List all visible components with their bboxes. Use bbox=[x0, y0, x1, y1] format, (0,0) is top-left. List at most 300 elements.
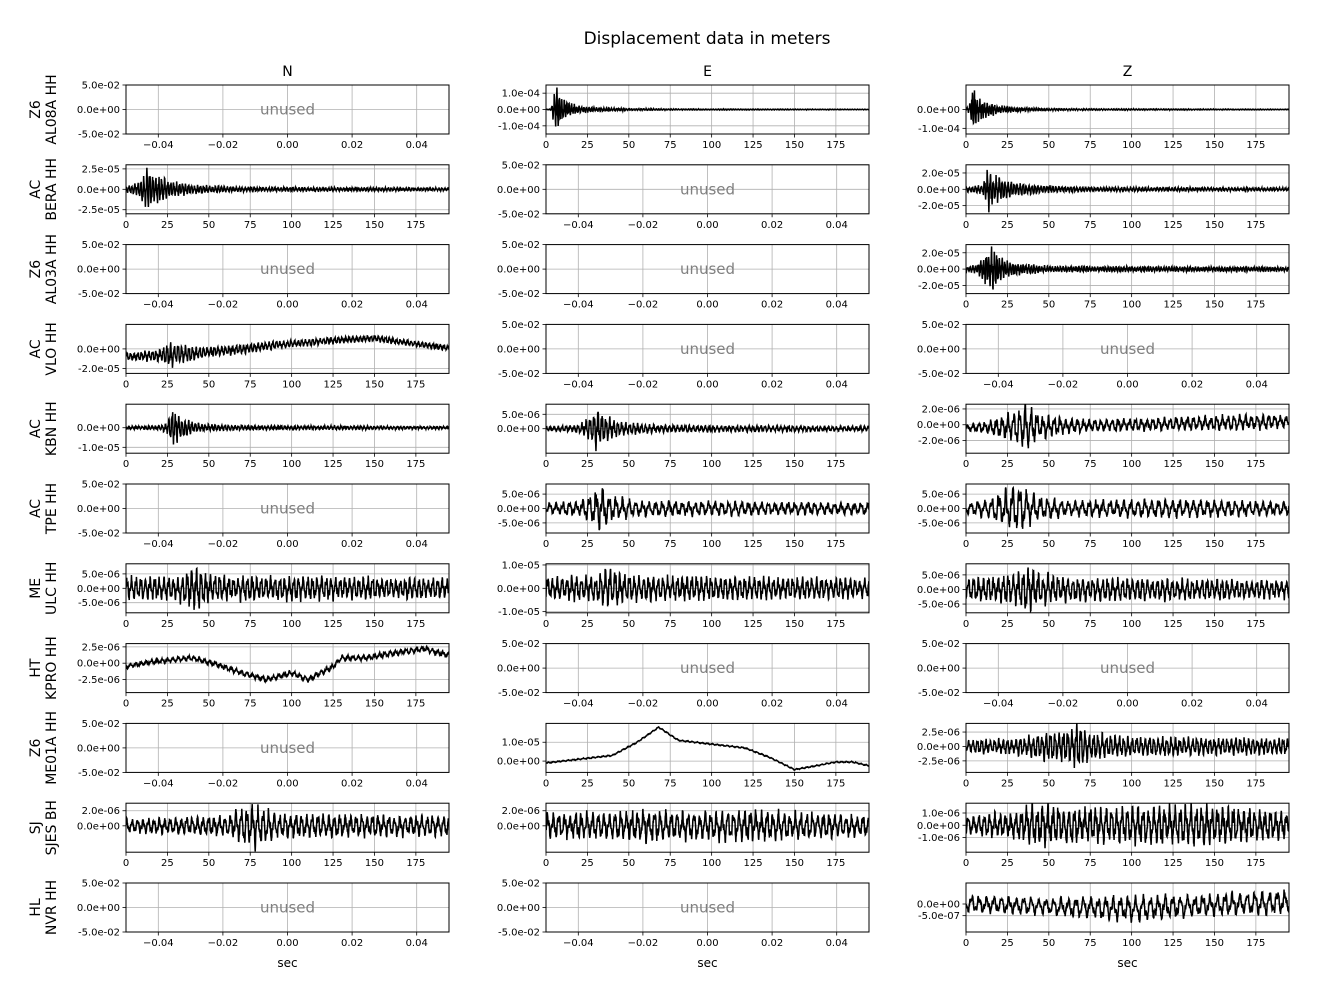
x-tick-label: 25 bbox=[581, 618, 594, 630]
x-tick-label: 0.04 bbox=[405, 778, 428, 790]
x-tick-label: 150 bbox=[364, 858, 385, 870]
row-label-station: TPE HH bbox=[44, 482, 60, 535]
x-tick-label: 75 bbox=[1083, 459, 1097, 471]
x-tick-label: −0.02 bbox=[627, 938, 659, 949]
x-tick-label: 175 bbox=[1246, 858, 1266, 870]
row-label-network: Z6 bbox=[28, 259, 44, 279]
x-tick-label: 50 bbox=[202, 459, 216, 471]
x-tick-label: 50 bbox=[1042, 299, 1056, 311]
x-tick-label: 50 bbox=[1042, 459, 1056, 471]
x-tick-label: 0.00 bbox=[696, 299, 719, 311]
x-tick-label: 100 bbox=[1122, 299, 1142, 311]
unused-label: unused bbox=[259, 898, 316, 917]
x-tick-label: 0 bbox=[962, 858, 970, 870]
x-tick-label: −0.02 bbox=[627, 698, 659, 710]
x-tick-label: 150 bbox=[364, 618, 385, 630]
x-tick-label: 50 bbox=[622, 140, 636, 151]
x-tick-label: 25 bbox=[161, 459, 174, 471]
y-tick-label: 0.0e+00 bbox=[76, 903, 120, 914]
x-tick-label: 75 bbox=[663, 539, 677, 550]
x-tick-label: 25 bbox=[161, 379, 174, 391]
x-tick-label: 125 bbox=[323, 459, 343, 471]
x-tick-label: 0.00 bbox=[276, 938, 299, 949]
x-tick-label: 75 bbox=[1083, 299, 1097, 311]
x-tick-label: 25 bbox=[581, 858, 594, 870]
y-tick-label: 0.0e+00 bbox=[496, 504, 540, 515]
y-tick-label: -5.0e-02 bbox=[498, 927, 540, 939]
x-tick-label: 0 bbox=[962, 539, 970, 550]
x-tick-label: 150 bbox=[1204, 539, 1225, 550]
y-tick-label: 5.0e-02 bbox=[81, 240, 120, 252]
x-tick-label: 25 bbox=[581, 140, 594, 151]
x-tick-label: 0 bbox=[542, 459, 550, 471]
y-tick-label: -5.0e-02 bbox=[918, 688, 960, 700]
x-tick-label: 150 bbox=[364, 459, 385, 471]
column-header-e: E bbox=[703, 64, 712, 80]
x-tick-label: 175 bbox=[406, 618, 426, 630]
y-tick-label: 0.0e+00 bbox=[496, 264, 540, 276]
unused-label: unused bbox=[679, 898, 736, 917]
x-tick-label: 0 bbox=[122, 459, 130, 471]
y-tick-label: -5.0e-07 bbox=[918, 911, 960, 923]
y-tick-label: 0.0e+00 bbox=[76, 583, 120, 595]
column-header-z: Z bbox=[1122, 64, 1133, 80]
x-tick-label: 125 bbox=[323, 379, 343, 391]
y-tick-label: -1.0e-04 bbox=[498, 121, 540, 133]
unused-label: unused bbox=[259, 499, 316, 518]
x-tick-label: −0.04 bbox=[142, 539, 174, 550]
y-tick-label: 0.0e+00 bbox=[496, 663, 540, 675]
x-tick-label: −0.04 bbox=[142, 778, 174, 790]
x-tick-label: 100 bbox=[1122, 858, 1142, 870]
x-tick-label: 100 bbox=[1122, 459, 1142, 471]
row-label-station: KBN HH bbox=[44, 401, 60, 457]
x-tick-label: 175 bbox=[406, 698, 426, 710]
row-label-network: AC bbox=[28, 179, 44, 199]
x-tick-label: 125 bbox=[1163, 219, 1183, 231]
x-tick-label: 100 bbox=[282, 618, 302, 630]
x-tick-label: 150 bbox=[1204, 858, 1225, 870]
x-tick-label: 175 bbox=[826, 140, 846, 151]
x-tick-label: −0.04 bbox=[562, 219, 594, 231]
x-tick-label: 125 bbox=[743, 858, 763, 870]
x-tick-label: 0.02 bbox=[1180, 698, 1204, 710]
y-tick-label: 1.0e-06 bbox=[921, 808, 960, 820]
y-tick-label: 1.0e-05 bbox=[501, 560, 540, 572]
x-tick-label: 25 bbox=[1001, 938, 1014, 949]
unused-label: unused bbox=[1099, 339, 1156, 358]
x-tick-label: 0.00 bbox=[276, 778, 299, 790]
y-tick-label: 5.0e-02 bbox=[501, 878, 540, 890]
x-tick-label: −0.04 bbox=[562, 379, 594, 391]
x-tick-label: 125 bbox=[1163, 858, 1183, 870]
y-tick-label: 0.0e+00 bbox=[496, 756, 540, 768]
row-label-station: BERA HH bbox=[44, 157, 60, 221]
x-tick-label: −0.02 bbox=[207, 938, 239, 949]
y-tick-label: 0.0e+00 bbox=[916, 504, 960, 515]
y-tick-label: 0.0e+00 bbox=[916, 420, 960, 432]
unused-label: unused bbox=[259, 260, 316, 279]
x-tick-label: 75 bbox=[243, 698, 257, 710]
x-tick-label: 150 bbox=[784, 539, 805, 550]
x-tick-label: 125 bbox=[1163, 459, 1183, 471]
x-tick-label: 125 bbox=[743, 459, 763, 471]
y-tick-label: 5.0e-02 bbox=[81, 718, 120, 730]
x-tick-label: 0 bbox=[122, 379, 130, 391]
x-tick-label: 150 bbox=[784, 140, 805, 151]
y-tick-label: 0.0e+00 bbox=[496, 105, 540, 116]
x-tick-label: 100 bbox=[282, 858, 302, 870]
x-tick-label: 0.00 bbox=[276, 140, 299, 151]
x-tick-label: −0.02 bbox=[627, 299, 659, 311]
x-tick-label: 175 bbox=[826, 778, 846, 790]
x-tick-label: 0.02 bbox=[760, 698, 784, 710]
y-tick-label: 0.0e+00 bbox=[496, 424, 540, 436]
x-tick-label: 0.04 bbox=[1245, 698, 1268, 710]
x-tick-label: 75 bbox=[243, 379, 257, 391]
y-tick-label: -2.5e-05 bbox=[78, 205, 120, 217]
y-tick-label: -5.0e-02 bbox=[498, 209, 540, 221]
y-tick-label: 5.0e-06 bbox=[921, 570, 960, 582]
x-tick-label: 150 bbox=[1204, 299, 1225, 311]
x-tick-label: 25 bbox=[161, 219, 174, 231]
y-tick-label: 5.0e-02 bbox=[501, 319, 540, 331]
x-tick-label: 50 bbox=[202, 618, 216, 630]
x-tick-label: 50 bbox=[1042, 618, 1056, 630]
x-tick-label: 100 bbox=[702, 459, 722, 471]
x-tick-label: 25 bbox=[581, 539, 594, 550]
x-tick-label: −0.04 bbox=[562, 938, 594, 949]
y-tick-label: -5.0e-02 bbox=[918, 368, 960, 380]
x-tick-label: 100 bbox=[1122, 219, 1142, 231]
x-tick-label: 75 bbox=[243, 858, 257, 870]
y-tick-label: 0.0e+00 bbox=[916, 741, 960, 753]
x-tick-label: 50 bbox=[1042, 858, 1056, 870]
x-tick-label: 0.02 bbox=[760, 379, 784, 391]
x-tick-label: 25 bbox=[1001, 219, 1014, 231]
x-tick-label: 100 bbox=[1122, 778, 1142, 790]
y-tick-label: -5.0e-06 bbox=[498, 518, 540, 530]
x-tick-label: 0 bbox=[122, 858, 130, 870]
y-tick-label: -5.0e-06 bbox=[78, 598, 120, 610]
unused-label: unused bbox=[679, 659, 736, 678]
x-tick-label: 0 bbox=[542, 539, 550, 550]
x-tick-label: 0.04 bbox=[405, 299, 428, 311]
x-tick-label: 175 bbox=[826, 459, 846, 471]
x-tick-label: 0 bbox=[962, 219, 970, 231]
x-tick-label: 0.02 bbox=[760, 938, 784, 949]
y-tick-label: 0.0e+00 bbox=[916, 264, 960, 276]
y-tick-label: 0.0e+00 bbox=[916, 663, 960, 675]
figure-title: Displacement data in meters bbox=[583, 29, 831, 49]
row-label-station: SJES BH bbox=[44, 800, 60, 856]
x-tick-label: −0.04 bbox=[142, 140, 174, 151]
x-tick-label: 75 bbox=[243, 459, 257, 471]
x-tick-label: 0 bbox=[542, 618, 550, 630]
y-tick-label: 2.0e-06 bbox=[81, 806, 120, 818]
x-tick-label: 0.04 bbox=[825, 379, 848, 391]
x-tick-label: 75 bbox=[243, 618, 257, 630]
y-tick-label: -5.0e-02 bbox=[498, 688, 540, 700]
y-tick-label: -5.0e-02 bbox=[78, 528, 120, 540]
x-tick-label: 100 bbox=[702, 140, 722, 151]
y-tick-label: 0.0e+00 bbox=[916, 184, 960, 196]
y-tick-label: -5.0e-02 bbox=[78, 767, 120, 779]
x-tick-label: 125 bbox=[743, 539, 763, 550]
x-tick-label: 175 bbox=[1246, 219, 1266, 231]
row-label-network: Z6 bbox=[28, 738, 44, 758]
x-tick-label: 125 bbox=[743, 140, 763, 151]
unused-label: unused bbox=[679, 339, 736, 358]
y-tick-label: 2.0e-05 bbox=[921, 168, 960, 180]
x-tick-label: 0 bbox=[962, 459, 970, 471]
y-tick-label: 1.0e-04 bbox=[501, 88, 540, 100]
row-label-network: AC bbox=[28, 419, 44, 439]
y-tick-label: 2.0e-06 bbox=[921, 404, 960, 416]
x-tick-label: 0 bbox=[122, 219, 130, 231]
x-tick-label: 100 bbox=[282, 698, 302, 710]
x-tick-label: 150 bbox=[364, 219, 385, 231]
x-tick-label: 50 bbox=[202, 698, 216, 710]
x-tick-label: 0.04 bbox=[825, 938, 848, 949]
x-tick-label: 25 bbox=[161, 698, 174, 710]
y-tick-label: 0.0e+00 bbox=[76, 184, 120, 196]
y-tick-label: 0.0e+00 bbox=[916, 820, 960, 832]
x-tick-label: 25 bbox=[1001, 459, 1014, 471]
x-tick-label: 175 bbox=[826, 539, 846, 550]
y-tick-label: 0.0e+00 bbox=[496, 821, 540, 833]
y-tick-label: 0.0e+00 bbox=[496, 344, 540, 356]
x-tick-label: 0.02 bbox=[340, 938, 364, 949]
x-tick-label: 0 bbox=[962, 618, 970, 630]
x-tick-label: −0.04 bbox=[982, 379, 1014, 391]
unused-label: unused bbox=[679, 180, 736, 199]
x-tick-label: 75 bbox=[1083, 539, 1097, 550]
y-tick-label: -1.0e-04 bbox=[918, 123, 960, 135]
y-tick-label: -5.0e-06 bbox=[918, 599, 960, 611]
x-tick-label: 150 bbox=[1204, 938, 1225, 949]
x-tick-label: 125 bbox=[1163, 299, 1183, 311]
x-tick-label: 150 bbox=[784, 459, 805, 471]
x-tick-label: 0.00 bbox=[696, 379, 719, 391]
x-tick-label: 100 bbox=[282, 379, 302, 391]
x-axis-label: sec bbox=[277, 956, 298, 970]
y-tick-label: 0.0e+00 bbox=[76, 658, 120, 670]
x-tick-label: 100 bbox=[702, 539, 722, 550]
x-tick-label: 175 bbox=[1246, 778, 1266, 790]
x-tick-label: 0.00 bbox=[276, 299, 299, 311]
x-tick-label: 175 bbox=[406, 219, 426, 231]
x-tick-label: 0.00 bbox=[1116, 379, 1139, 391]
x-tick-label: 50 bbox=[622, 459, 636, 471]
x-tick-label: 0.02 bbox=[340, 140, 364, 151]
x-tick-label: 50 bbox=[1042, 219, 1056, 231]
y-tick-label: 2.5e-05 bbox=[81, 164, 120, 176]
x-tick-label: −0.02 bbox=[207, 778, 239, 790]
x-tick-label: 75 bbox=[663, 778, 677, 790]
x-tick-label: −0.04 bbox=[562, 299, 594, 311]
x-tick-label: 25 bbox=[1001, 140, 1014, 151]
x-tick-label: 75 bbox=[1083, 778, 1097, 790]
x-tick-label: 125 bbox=[1163, 778, 1183, 790]
x-tick-label: 0 bbox=[962, 299, 970, 311]
x-tick-label: 50 bbox=[202, 219, 216, 231]
x-tick-label: 100 bbox=[1122, 140, 1142, 151]
x-tick-label: 50 bbox=[1042, 778, 1056, 790]
x-tick-label: 0.02 bbox=[760, 219, 784, 231]
y-tick-label: 2.0e-06 bbox=[501, 806, 540, 818]
x-tick-label: 125 bbox=[743, 778, 763, 790]
x-tick-label: 50 bbox=[1042, 140, 1056, 151]
row-label-station: ULC HH bbox=[44, 561, 60, 615]
y-tick-label: 5.0e-06 bbox=[81, 569, 120, 581]
y-tick-label: -5.0e-06 bbox=[918, 518, 960, 530]
y-tick-label: 1.0e-05 bbox=[501, 737, 540, 749]
y-tick-label: 2.0e-05 bbox=[921, 248, 960, 260]
x-tick-label: 150 bbox=[1204, 459, 1225, 471]
x-tick-label: 75 bbox=[1083, 858, 1097, 870]
row-label-network: SJ bbox=[28, 821, 44, 835]
x-tick-label: 100 bbox=[1122, 539, 1142, 550]
y-tick-label: 0.0e+00 bbox=[916, 899, 960, 911]
y-tick-label: 0.0e+00 bbox=[496, 903, 540, 914]
x-tick-label: 150 bbox=[364, 379, 385, 391]
y-tick-label: 5.0e-02 bbox=[501, 639, 540, 651]
x-tick-label: 0.02 bbox=[340, 778, 364, 790]
x-tick-label: 75 bbox=[243, 219, 257, 231]
unused-label: unused bbox=[679, 260, 736, 279]
x-tick-label: 0.04 bbox=[825, 698, 848, 710]
y-tick-label: 0.0e+00 bbox=[76, 504, 120, 515]
x-tick-label: 0 bbox=[542, 858, 550, 870]
row-label-network: Z6 bbox=[28, 100, 44, 119]
x-tick-label: 100 bbox=[702, 778, 722, 790]
x-tick-label: 125 bbox=[1163, 539, 1183, 550]
x-tick-label: −0.04 bbox=[562, 698, 594, 710]
x-tick-label: 0.02 bbox=[340, 299, 364, 311]
y-tick-label: 0.0e+00 bbox=[916, 344, 960, 356]
x-tick-label: −0.02 bbox=[207, 140, 239, 151]
y-tick-label: -2.5e-06 bbox=[78, 675, 120, 687]
x-tick-label: 125 bbox=[1163, 938, 1183, 949]
x-tick-label: 175 bbox=[1246, 459, 1266, 471]
x-tick-label: 50 bbox=[1042, 539, 1056, 550]
x-tick-label: 75 bbox=[1083, 219, 1097, 231]
y-tick-label: -5.0e-02 bbox=[78, 129, 120, 141]
y-tick-label: 5.0e-02 bbox=[921, 319, 960, 331]
x-tick-label: 150 bbox=[1204, 219, 1225, 231]
x-tick-label: 175 bbox=[406, 379, 426, 391]
x-tick-label: 125 bbox=[323, 618, 343, 630]
x-tick-label: −0.02 bbox=[1047, 379, 1079, 391]
x-tick-label: 175 bbox=[1246, 539, 1266, 550]
x-tick-label: 75 bbox=[663, 459, 677, 471]
y-tick-label: 0.0e+00 bbox=[76, 105, 120, 116]
x-tick-label: 75 bbox=[1083, 618, 1097, 630]
x-tick-label: 175 bbox=[826, 858, 846, 870]
x-tick-label: 100 bbox=[1122, 938, 1142, 949]
x-tick-label: 125 bbox=[323, 219, 343, 231]
y-tick-label: -1.0e-06 bbox=[918, 833, 960, 844]
y-tick-label: 5.0e-02 bbox=[81, 878, 120, 890]
x-tick-label: 75 bbox=[1083, 140, 1097, 151]
y-tick-label: -5.0e-02 bbox=[78, 927, 120, 939]
column-header-n: N bbox=[282, 64, 293, 80]
x-tick-label: 50 bbox=[202, 379, 216, 391]
y-tick-label: -5.0e-02 bbox=[78, 289, 120, 301]
x-tick-label: 125 bbox=[1163, 140, 1183, 151]
y-tick-label: 2.5e-06 bbox=[81, 642, 120, 654]
x-tick-label: −0.04 bbox=[142, 938, 174, 949]
y-tick-label: 0.0e+00 bbox=[76, 821, 120, 833]
x-tick-label: 0.00 bbox=[696, 219, 719, 231]
x-tick-label: −0.04 bbox=[982, 698, 1014, 710]
x-tick-label: 175 bbox=[1246, 299, 1266, 311]
x-tick-label: 0 bbox=[122, 698, 130, 710]
row-label-network: AC bbox=[28, 339, 44, 359]
y-tick-label: -2.0e-05 bbox=[918, 280, 960, 292]
x-tick-label: 25 bbox=[581, 778, 594, 790]
row-label-station: ME01A HH bbox=[44, 710, 60, 785]
x-tick-label: 0 bbox=[962, 778, 970, 790]
x-tick-label: 75 bbox=[663, 858, 677, 870]
unused-label: unused bbox=[1099, 659, 1156, 678]
x-tick-label: 50 bbox=[622, 858, 636, 870]
row-label-station: AL08A HH bbox=[44, 74, 60, 145]
y-tick-label: 5.0e-02 bbox=[921, 639, 960, 651]
y-tick-label: -5.0e-02 bbox=[498, 368, 540, 380]
x-tick-label: −0.02 bbox=[1047, 698, 1079, 710]
y-tick-label: -2.5e-06 bbox=[918, 756, 960, 768]
x-tick-label: 0.00 bbox=[1116, 698, 1139, 710]
x-tick-label: 150 bbox=[1204, 618, 1225, 630]
y-tick-label: 0.0e+00 bbox=[76, 743, 120, 755]
x-tick-label: 25 bbox=[161, 618, 174, 630]
x-tick-label: 0 bbox=[962, 938, 970, 949]
x-tick-label: 0.04 bbox=[405, 539, 428, 550]
unused-label: unused bbox=[259, 100, 316, 119]
x-tick-label: 125 bbox=[1163, 618, 1183, 630]
x-tick-label: 100 bbox=[282, 459, 302, 471]
x-tick-label: 125 bbox=[743, 618, 763, 630]
x-tick-label: 0.04 bbox=[405, 938, 428, 949]
y-tick-label: 0.0e+00 bbox=[76, 423, 120, 435]
x-tick-label: 100 bbox=[702, 618, 722, 630]
x-tick-label: 50 bbox=[622, 539, 636, 550]
y-tick-label: 2.5e-06 bbox=[921, 727, 960, 739]
x-tick-label: 0.04 bbox=[825, 299, 848, 311]
x-tick-label: 50 bbox=[202, 858, 216, 870]
y-tick-label: 0.0e+00 bbox=[496, 184, 540, 196]
y-tick-label: -5.0e-02 bbox=[498, 289, 540, 301]
x-tick-label: 25 bbox=[581, 459, 594, 471]
y-tick-label: -1.0e-05 bbox=[498, 607, 540, 619]
x-tick-label: −0.02 bbox=[627, 379, 659, 391]
x-tick-label: 175 bbox=[406, 459, 426, 471]
x-tick-label: 25 bbox=[1001, 618, 1014, 630]
x-tick-label: 25 bbox=[1001, 858, 1014, 870]
row-label-station: VLO HH bbox=[44, 322, 60, 376]
x-tick-label: 50 bbox=[622, 778, 636, 790]
y-tick-label: 5.0e-02 bbox=[501, 160, 540, 172]
x-tick-label: −0.02 bbox=[627, 219, 659, 231]
row-label-network: HL bbox=[28, 898, 44, 917]
x-tick-label: 0 bbox=[122, 618, 130, 630]
x-tick-label: −0.02 bbox=[207, 299, 239, 311]
y-tick-label: 0.0e+00 bbox=[76, 344, 120, 356]
x-tick-label: 100 bbox=[702, 858, 722, 870]
x-tick-label: 0 bbox=[542, 778, 550, 790]
